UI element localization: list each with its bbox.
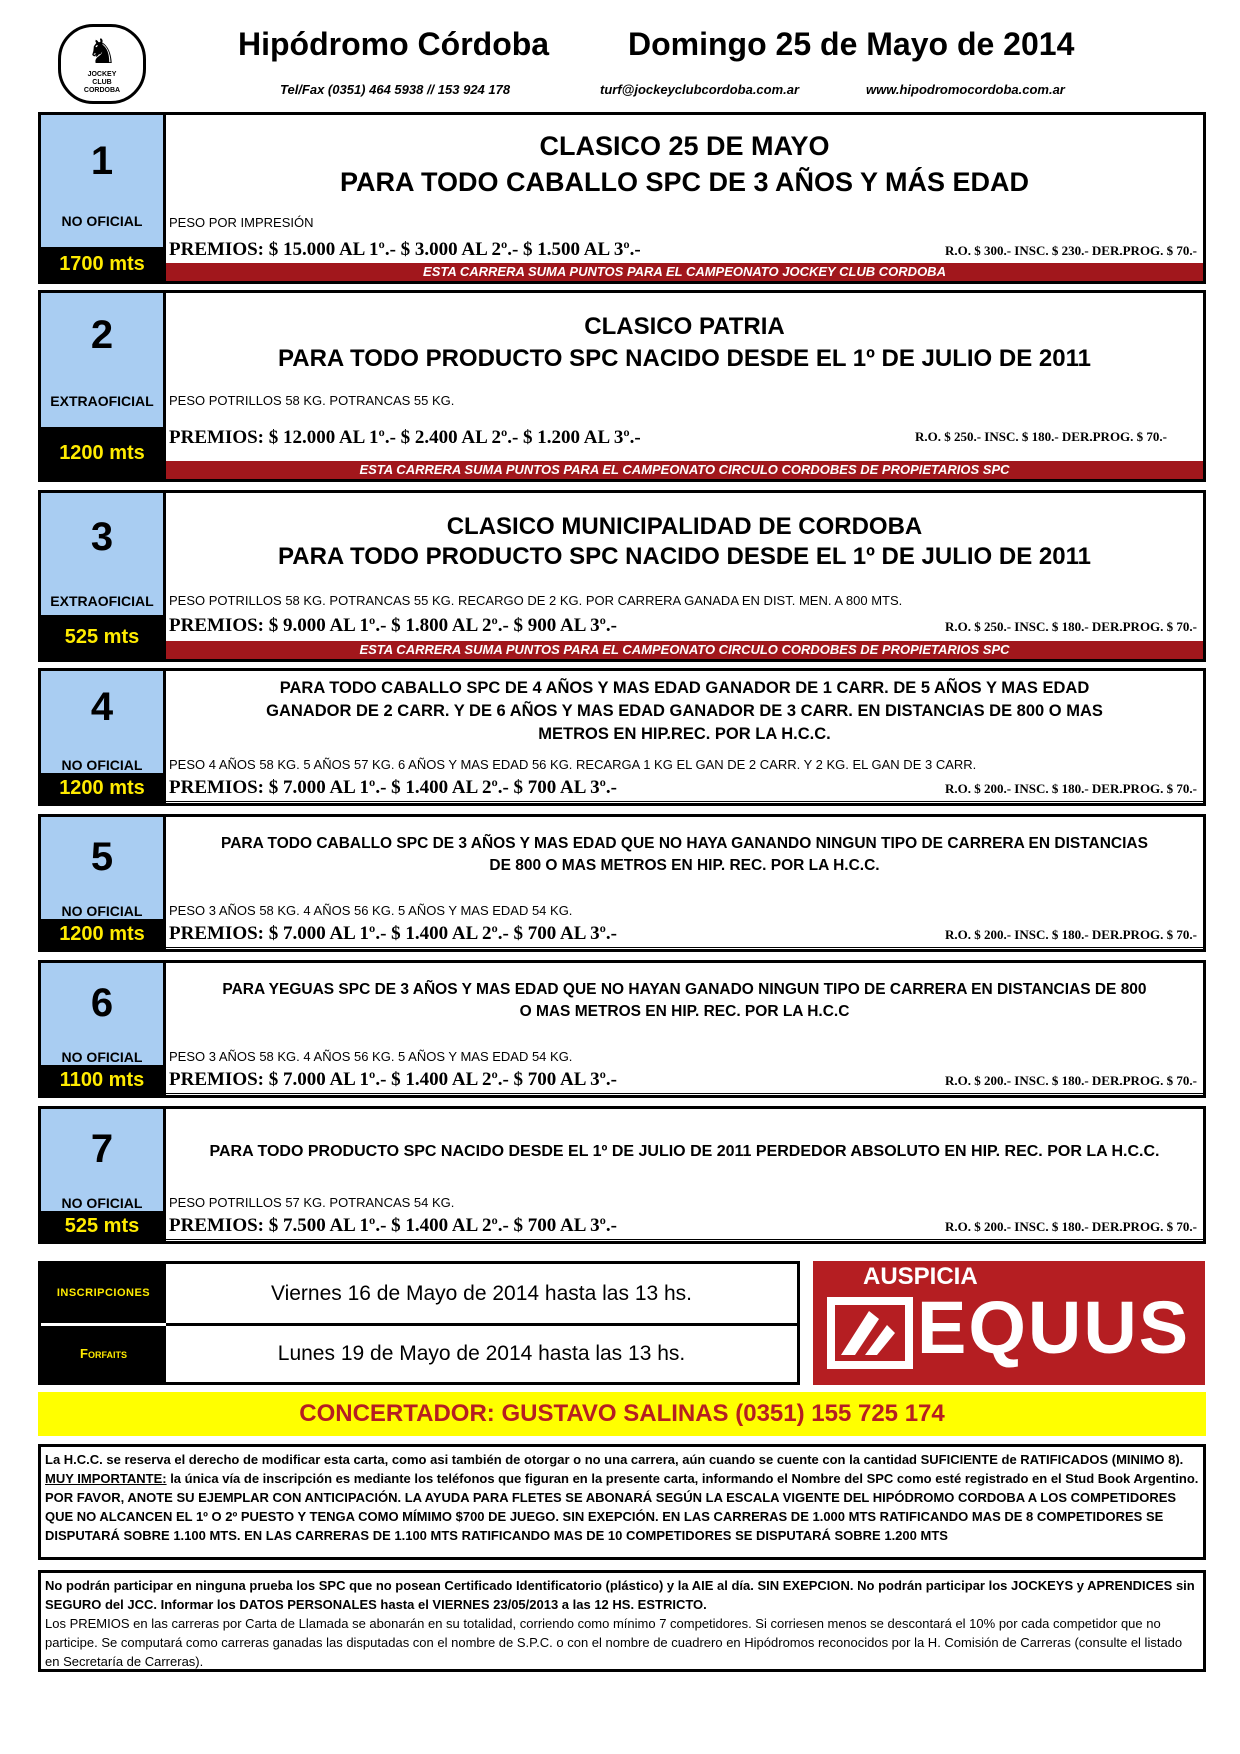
race-weights: PESO 3 AÑOS 58 KG. 4 AÑOS 56 KG. 5 AÑOS Y MAS EDAD 54 KG. bbox=[169, 1049, 573, 1064]
logo-text: JOCKEY CLUB CORDOBA bbox=[83, 71, 121, 94]
race-prizes: PREMIOS: $ 7.000 AL 1º.- $ 1.400 AL 2º.- $ 700 AL 3º.- bbox=[169, 923, 617, 944]
jockey-club-logo bbox=[58, 24, 146, 104]
race-points-banner: ESTA CARRERA SUMA PUNTOS PARA EL CAMPEONATO JOCKEY CLUB CORDOBA bbox=[166, 263, 1203, 281]
race-prizes: PREMIOS: $ 15.000 AL 1º.- $ 3.000 AL 2º.- $ 1.500 AL 3º.- bbox=[169, 239, 641, 260]
race-distance: 1200 mts bbox=[41, 773, 163, 803]
race-sidebar bbox=[41, 293, 166, 479]
event-date: Domingo 25 de Mayo de 2014 bbox=[628, 26, 1075, 62]
race-number: 7 bbox=[90, 1127, 114, 1171]
race-title: CLASICO 25 DE MAYO bbox=[539, 131, 830, 161]
race-points-banner: ESTA CARRERA SUMA PUNTOS PARA EL CAMPEONATO CIRCULO CORDOBES DE PROPIETARIOS SPC bbox=[166, 461, 1203, 479]
race-category: NO OFICIAL bbox=[61, 213, 143, 229]
inscripciones-deadline: Viernes 16 de Mayo de 2014 hasta las 13 hs. bbox=[166, 1264, 797, 1326]
participation-notice bbox=[38, 1570, 1206, 1672]
race-weights: PESO POTRILLOS 57 KG. POTRANCAS 54 KG. bbox=[169, 1195, 455, 1210]
terms-notice bbox=[38, 1444, 1206, 1560]
race-conditions-line-3: METROS EN HIP.REC. POR LA H.C.C. bbox=[538, 725, 831, 743]
race-number: 4 bbox=[90, 685, 114, 729]
race-2 bbox=[38, 290, 1206, 482]
race-prizes: PREMIOS: $ 7.000 AL 1º.- $ 1.400 AL 2º.- $ 700 AL 3º.- bbox=[169, 777, 617, 798]
race-category: EXTRAOFICIAL bbox=[50, 393, 154, 409]
race-5 bbox=[38, 814, 1206, 952]
contact-email: turf@jockeyclubcordoba.com.ar bbox=[600, 82, 800, 97]
sponsor-label: AUSPICIA bbox=[863, 1263, 978, 1290]
contact-website: www.hipodromocordoba.com.ar bbox=[866, 82, 1065, 97]
race-category: NO OFICIAL bbox=[61, 1049, 143, 1065]
race-number: 2 bbox=[90, 313, 114, 357]
race-number: 6 bbox=[90, 981, 114, 1025]
race-details bbox=[166, 115, 1203, 281]
divider bbox=[166, 1239, 1203, 1240]
participation-rules: No podrán participar en ninguna prueba los SPC que no posean Certificado Identificatorio (plástico) y la AIE al día. SIN EXEPCION. No podrán participar los JOCKEYS y APRENDICES sin SEGURO del JCC. Informar los DATOS PERSONALES hasta el VIERNES 23/05/2013 a las 12 HS. ESTRICTO. bbox=[45, 1578, 1195, 1612]
race-category: NO OFICIAL bbox=[61, 757, 143, 773]
race-number: 1 bbox=[90, 139, 114, 183]
race-weights: PESO 4 AÑOS 58 KG. 5 AÑOS 57 KG. 6 AÑOS Y MAS EDAD 56 KG. RECARGA 1 KG EL GAN DE 2 CARR. Y 2 KG. EL GAN DE 3 CARR. bbox=[169, 757, 977, 772]
race-distance: 525 mts bbox=[41, 615, 163, 659]
race-distance: 1100 mts bbox=[41, 1065, 163, 1095]
inscripciones-label: INSCRIPCIONES bbox=[41, 1264, 166, 1323]
race-6 bbox=[38, 960, 1206, 1098]
race-conditions-line-2: GANADOR DE 2 CARR. Y DE 6 AÑOS Y MAS EDAD GANADOR DE 3 CARR. EN DISTANCIAS DE 800 O MAS bbox=[266, 702, 1103, 720]
race-conditions-line-1: PARA TODO CABALLO SPC DE 3 AÑOS Y MAS EDAD QUE NO HAYA GANANDO NINGUN TIPO DE CARRERA EN DISTANCIAS bbox=[221, 835, 1148, 852]
terms-text-1: La H.C.C. se reserva el derecho de modificar esta carta, como asi también de otorgar o no una carrera, aún cuando se cuente con la cantidad SUFICIENTE de RATIFICADOS (MINIMO 8). bbox=[45, 1452, 1184, 1467]
race-title: CLASICO MUNICIPALIDAD DE CORDOBA bbox=[446, 513, 923, 540]
terms-text-2: la única vía de inscripción es mediante los teléfonos que figuran en la presente carta, informando el Nombre del SPC como esté registrado en el Stud Book Argentino. POR FAVOR, ANOTE SU EJEMPLAR CON ANTICIPACIÓN. LA AYUDA PARA FLETES SE ABONARÁ SEGÚN LA ESCALA VIGENTE DEL HIPÓDROMO CORDOBA A LOS COMPETIDORES QUE NO ALCANCEN EL 1º O 2º PUESTO Y TENGA COMO MÍMIMO $700 DE JUEGO. SIN EXEPCIÓN. EN LAS CARRERAS DE 1.000 MTS RATIFICANDO MAS DE 8 COMPETIDORES SE DISPUTARÁ SOBRE 1.100 MTS. EN LAS CARRERAS DE 1.100 MTS RATIFICANDO MAS DE 10 COMPETIDORES SE DISPUTARÁ SOBRE 1.200 MTS bbox=[45, 1471, 1199, 1543]
concertador-banner: CONCERTADOR: GUSTAVO SALINAS (0351) 155 725 174 bbox=[38, 1392, 1206, 1436]
race-distance: 1200 mts bbox=[41, 427, 163, 479]
race-prizes: PREMIOS: $ 7.000 AL 1º.- $ 1.400 AL 2º.- $ 700 AL 3º.- bbox=[169, 1069, 617, 1090]
race-fees: R.O. $ 200.- INSC. $ 180.- DER.PROG. $ 70.- bbox=[944, 1073, 1197, 1088]
race-details bbox=[166, 817, 1203, 949]
race-conditions: PARA TODO CABALLO SPC DE 3 AÑOS Y MÁS EDAD bbox=[339, 167, 1030, 197]
race-sidebar bbox=[41, 1109, 166, 1241]
venue-name: Hipódromo Córdoba bbox=[238, 26, 550, 62]
race-conditions-line-1: PARA YEGUAS SPC DE 3 AÑOS Y MAS EDAD QUE NO HAYAN GANADO NINGUN TIPO DE CARRERA EN DISTANCIAS DE 800 bbox=[222, 981, 1147, 998]
race-conditions: PARA TODO PRODUCTO SPC NACIDO DESDE EL 1º DE JULIO DE 2011 PERDEDOR ABSOLUTO EN HIP. REC. POR LA H.C.C. bbox=[209, 1143, 1160, 1160]
race-category: EXTRAOFICIAL bbox=[50, 593, 154, 609]
race-category: NO OFICIAL bbox=[61, 1195, 143, 1211]
race-prizes: PREMIOS: $ 9.000 AL 1º.- $ 1.800 AL 2º.- $ 900 AL 3º.- bbox=[169, 615, 617, 636]
race-sidebar bbox=[41, 115, 166, 281]
race-weights: PESO POTRILLOS 58 KG. POTRANCAS 55 KG. bbox=[169, 393, 455, 408]
race-3 bbox=[38, 490, 1206, 662]
race-fees: R.O. $ 300.- INSC. $ 230.- DER.PROG. $ 70.- bbox=[944, 243, 1197, 258]
forfaits-label: Forfaits bbox=[41, 1326, 166, 1382]
race-number: 5 bbox=[90, 835, 114, 879]
race-fees: R.O. $ 250.- INSC. $ 180.- DER.PROG. $ 70.- bbox=[944, 619, 1197, 634]
race-details bbox=[166, 493, 1203, 659]
race-conditions: PARA TODO PRODUCTO SPC NACIDO DESDE EL 1º DE JULIO DE 2011 bbox=[278, 543, 1091, 570]
race-distance: 525 mts bbox=[41, 1211, 163, 1241]
race-details bbox=[166, 671, 1203, 803]
race-conditions: PARA TODO PRODUCTO SPC NACIDO DESDE EL 1º DE JULIO DE 2011 bbox=[278, 345, 1091, 372]
contact-phone: Tel/Fax (0351) 464 5938 // 153 924 178 bbox=[280, 82, 511, 97]
prize-rules: Los PREMIOS en las carreras por Carta de Llamada se abonarán en su totalidad, corriendo como mínimo 7 competidores. Si corriesen menos se descontará el 10% por cada competidor que no participe. Se computará como carreras ganadas las disputadas con el nombre de S.P.C. o con el nombre de cuadrero en Hipódromos reconocidos por la H. Comisión de Carreras (consulte el listado en Secretaría de Carreras). bbox=[45, 1616, 1183, 1669]
race-number: 3 bbox=[90, 515, 114, 559]
race-7 bbox=[38, 1106, 1206, 1244]
race-fees: R.O. $ 200.- INSC. $ 180.- DER.PROG. $ 70.- bbox=[944, 927, 1197, 942]
race-sidebar bbox=[41, 493, 166, 659]
race-1 bbox=[38, 112, 1206, 284]
race-sidebar bbox=[41, 671, 166, 803]
race-sidebar bbox=[41, 817, 166, 949]
race-sidebar bbox=[41, 963, 166, 1095]
horse-head-icon: ♞ bbox=[86, 33, 118, 71]
sponsor-banner bbox=[813, 1261, 1205, 1385]
important-label: MUY IMPORTANTE: bbox=[45, 1471, 167, 1486]
race-weights: PESO POR IMPRESIÓN bbox=[169, 215, 314, 230]
divider bbox=[166, 801, 1203, 802]
divider bbox=[166, 1093, 1203, 1094]
race-details bbox=[166, 963, 1203, 1095]
race-conditions-line-2: O MAS METROS EN HIP. REC. POR LA H.C.C bbox=[519, 1003, 850, 1020]
sponsor-name: EQUUS bbox=[917, 1286, 1191, 1369]
race-4 bbox=[38, 668, 1206, 806]
race-weights: PESO POTRILLOS 58 KG. POTRANCAS 55 KG. RECARGO DE 2 KG. POR CARRERA GANADA EN DIST. MEN. A 800 MTS. bbox=[169, 593, 903, 608]
race-weights: PESO 3 AÑOS 58 KG. 4 AÑOS 56 KG. 5 AÑOS Y MAS EDAD 54 KG. bbox=[169, 903, 573, 918]
race-distance: 1200 mts bbox=[41, 919, 163, 949]
race-fees: R.O. $ 250.- INSC. $ 180.- DER.PROG. $ 70.- bbox=[914, 429, 1167, 444]
race-title: CLASICO PATRIA bbox=[584, 313, 785, 340]
registration-deadlines bbox=[38, 1261, 800, 1385]
race-prizes: PREMIOS: $ 7.500 AL 1º.- $ 1.400 AL 2º.- $ 700 AL 3º.- bbox=[169, 1215, 617, 1236]
race-category: NO OFICIAL bbox=[61, 903, 143, 919]
race-distance: 1700 mts bbox=[41, 247, 163, 281]
race-fees: R.O. $ 200.- INSC. $ 180.- DER.PROG. $ 70.- bbox=[944, 1219, 1197, 1234]
divider bbox=[166, 947, 1203, 948]
race-points-banner: ESTA CARRERA SUMA PUNTOS PARA EL CAMPEONATO CIRCULO CORDOBES DE PROPIETARIOS SPC bbox=[166, 641, 1203, 659]
race-details bbox=[166, 1109, 1203, 1241]
race-prizes: PREMIOS: $ 12.000 AL 1º.- $ 2.400 AL 2º.- $ 1.200 AL 3º.- bbox=[169, 427, 641, 448]
equus-logo-icon bbox=[827, 1297, 913, 1369]
race-conditions-line-2: DE 800 O MAS METROS EN HIP. REC. POR LA H.C.C. bbox=[489, 857, 880, 874]
forfaits-deadline: Lunes 19 de Mayo de 2014 hasta las 13 hs. bbox=[277, 1342, 686, 1365]
race-conditions-line-1: PARA TODO CABALLO SPC DE 4 AÑOS Y MAS EDAD GANADOR DE 1 CARR. DE 5 AÑOS Y MAS EDAD bbox=[279, 679, 1090, 697]
race-fees: R.O. $ 200.- INSC. $ 180.- DER.PROG. $ 70.- bbox=[944, 781, 1197, 796]
race-details bbox=[166, 293, 1203, 479]
